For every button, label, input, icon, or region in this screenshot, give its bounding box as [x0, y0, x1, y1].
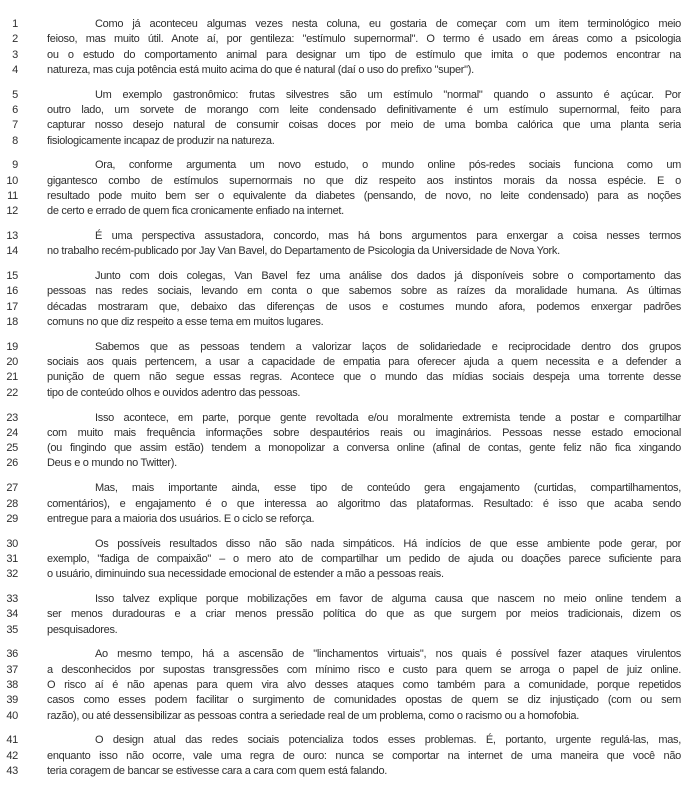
text-line — [6, 693, 681, 708]
line-text: Ao mesmo tempo, há a ascensão de "linchamentos virtuais", nos quais é possível fazer ataques virulentos — [95, 648, 681, 661]
line-number: 42 — [6, 749, 18, 762]
line-text: décadas mostraram que, debaixo das diferenças de usos e costumes mundo afora, podemos enxergar padrões — [47, 300, 681, 313]
paragraph — [6, 733, 681, 779]
text-line — [6, 411, 681, 426]
line-number: 39 — [6, 694, 18, 707]
text-line — [6, 355, 681, 370]
text-line — [6, 733, 681, 748]
line-number: 19 — [6, 340, 18, 353]
document-body — [6, 17, 681, 779]
line-number: 8 — [12, 134, 18, 147]
line-number: 31 — [6, 552, 18, 565]
line-text: razão), ou até dessensibilizar as pessoas contra a seriedade real de um problema, como o racismo ou a homofobia. — [47, 709, 579, 722]
line-number: 36 — [6, 648, 18, 661]
line-number: 6 — [12, 103, 18, 116]
line-number: 40 — [6, 709, 18, 722]
line-text: o usuário, diminuindo sua necessidade emocional de estender a mão a pessoas reais. — [47, 568, 444, 581]
text-line — [6, 623, 681, 638]
line-text: fisiologicamente incapaz de produzir na natureza. — [47, 134, 275, 147]
line-number: 12 — [6, 205, 18, 218]
text-line — [6, 32, 681, 47]
paragraph — [6, 647, 681, 723]
line-number: 3 — [12, 48, 18, 61]
line-text: outro lado, um sorvete de morango com leite condensado definitivamente é um estímulo supernormal, feito para — [47, 103, 681, 116]
line-text: Ora, conforme argumenta um novo estudo, o mundo online pós-redes sociais funciona como um — [95, 159, 681, 172]
line-text: feioso, mas muito útil. Anote aí, por gentileza: "estímulo supernormal". O termo é usado em áreas como a psicologia — [47, 33, 681, 46]
line-text: pesquisadores. — [47, 623, 118, 636]
line-number: 4 — [12, 63, 18, 76]
text-line — [6, 456, 681, 471]
paragraph — [6, 411, 681, 472]
text-line — [6, 441, 681, 456]
line-number: 30 — [6, 537, 18, 550]
text-line — [6, 764, 681, 779]
line-number: 11 — [7, 189, 18, 202]
line-text: punição de quem não segue essas regras. Acontece que o mundo das mídias sociais despeja uma torrente desse — [47, 371, 681, 384]
line-text: Isso acontece, em parte, porque gente revoltada e/ou moralmente extremista tende a postar e compartilhar — [95, 411, 681, 424]
line-number: 9 — [12, 159, 18, 172]
paragraph — [6, 17, 681, 78]
line-number: 1 — [12, 18, 18, 30]
line-text: (ou fingindo que assim estão) tendem a monopolizar a conversa online (afinal de contas, gente feliz não fica xingando — [47, 442, 681, 455]
line-text: natureza, mas cuja potência está muito acima do que é natural (daí o uso do prefixo "super"). — [47, 63, 474, 76]
line-number: 25 — [6, 442, 18, 455]
line-number: 20 — [6, 356, 18, 369]
line-number: 23 — [6, 411, 18, 424]
line-text: Os possíveis resultados disso não são nada simpáticos. Há indícios de que esse ambiente pode gerar, por — [95, 537, 681, 550]
line-text: exemplo, "fadiga de compaixão" – o mero ato de compartilhar um pedido de ajuda ou doações parece suficiente para — [47, 552, 681, 565]
line-number: 7 — [12, 119, 18, 132]
line-number: 2 — [12, 33, 18, 46]
text-line — [6, 512, 681, 527]
text-line — [6, 592, 681, 607]
line-text: Como já aconteceu algumas vezes nesta coluna, eu gostaria de começar com um item terminológico meio — [95, 18, 681, 30]
text-line — [6, 17, 681, 32]
line-number: 35 — [6, 623, 18, 636]
line-text: O design atual das redes sociais potencializa todos esses problemas. É, portanto, urgente regulá-las, mas, — [95, 734, 681, 747]
line-text: Um exemplo gastronômico: frutas silvestres são um estímulo "normal" quando o assunto é açúcar. Por — [95, 88, 681, 101]
line-number: 37 — [6, 663, 18, 676]
line-number: 5 — [12, 88, 18, 101]
line-number: 29 — [6, 512, 18, 525]
line-number: 28 — [6, 497, 18, 510]
line-text: Deus e o mundo no Twitter). — [47, 457, 177, 470]
text-line — [6, 134, 681, 149]
text-line — [6, 340, 681, 355]
text-line — [6, 426, 681, 441]
text-line — [6, 386, 681, 401]
text-line — [6, 284, 681, 299]
line-text: O risco aí é não apenas para quem vira alvo desses ataques como também para a comunidade, porque repetidos — [47, 678, 681, 691]
text-line — [6, 481, 681, 496]
line-number: 34 — [6, 608, 18, 621]
line-number: 27 — [6, 482, 18, 495]
line-number: 21 — [6, 371, 18, 384]
text-line — [6, 189, 681, 204]
text-line — [6, 204, 681, 219]
line-number: 32 — [6, 568, 18, 581]
paragraph — [6, 340, 681, 401]
text-line — [6, 269, 681, 284]
text-line — [6, 497, 681, 512]
line-text: comuns no que diz respeito a esse tema em muitos lugares. — [47, 316, 324, 329]
line-text: de certo e errado de quem fica cronicamente enfiado na internet. — [47, 205, 344, 218]
text-line — [6, 647, 681, 662]
text-line — [6, 709, 681, 724]
line-number: 13 — [6, 230, 18, 243]
paragraph — [6, 229, 681, 260]
line-text: resultado pode muito bem ser o equivalente da diabetes (pensando, de novo, no leite condensado) para as noções — [47, 189, 681, 202]
text-line — [6, 63, 681, 78]
text-line — [6, 158, 681, 173]
line-text: Junto com dois colegas, Van Bavel fez uma análise dos dados já disponíveis sobre o comportamento das — [95, 270, 681, 283]
line-number: 22 — [6, 386, 18, 399]
text-line — [6, 88, 681, 103]
line-number: 17 — [6, 300, 18, 313]
line-number: 26 — [6, 457, 18, 470]
paragraph — [6, 537, 681, 583]
text-line — [6, 567, 681, 582]
line-text: Mas, mais importante ainda, esse tipo de conteúdo gera engajamento (curtidas, compartilhamentos, — [95, 482, 681, 495]
text-line — [6, 315, 681, 330]
line-text: casos como esses podem facilitar o surgimento de comunidades opostas de quem se diz injustiçado (com ou sem — [47, 694, 681, 707]
text-line — [6, 300, 681, 315]
line-text: a desconhecidos por supostas transgressões com mínimo risco e custo para quem se arroga o papel de juiz online. — [47, 663, 681, 676]
line-number: 38 — [6, 678, 18, 691]
line-text: É uma perspectiva assustadora, concordo, mas há bons argumentos para enxergar a coisa nesses termos — [95, 230, 681, 243]
text-line — [6, 749, 681, 764]
line-text: com muito mais frequência informações sobre despautérios reais ou imaginários. Pessoas nesse estado emocional — [47, 426, 681, 439]
line-text: sociais aos quais pertencem, a usar a capacidade de empatia para oferecer ajuda a quem necessita e a defender a — [47, 356, 681, 369]
line-text: entregue para a maioria dos usuários. E o ciclo se reforça. — [47, 512, 315, 525]
paragraph — [6, 481, 681, 527]
line-number: 41 — [6, 734, 18, 747]
line-text: teria coragem de bancar se estivesse cara a cara com quem está falando. — [47, 764, 388, 777]
text-line — [6, 678, 681, 693]
line-text: enquanto isso não ocorre, vale uma regra de ouro: nunca se comportar na internet de uma maneira que você não — [47, 749, 681, 762]
line-number: 16 — [6, 285, 18, 298]
text-line — [6, 174, 681, 189]
text-line — [6, 103, 681, 118]
line-text: gigantesco combo de estímulos supernormais no que diz respeito aos instintos morais da nossa espécie. E o — [47, 174, 681, 187]
text-line — [6, 48, 681, 63]
text-line — [6, 244, 681, 259]
paragraph — [6, 269, 681, 330]
line-text: ou o estudo do comportamento animal para designar um tipo de estímulo que imita o que podemos encontrar na — [47, 48, 681, 61]
line-number: 10 — [6, 174, 18, 187]
line-text: ser menos duradouras e a criar menos pressão política do que as que surgem por meios tradicionais, dizem os — [47, 608, 681, 621]
text-line — [6, 118, 681, 133]
paragraph — [6, 592, 681, 638]
line-text: capturar nosso desejo natural de consumir coisas doces por meio de uma bomba calórica que uma planta seria — [47, 119, 681, 132]
line-number: 24 — [6, 426, 18, 439]
text-line — [6, 552, 681, 567]
line-text: Sabemos que as pessoas tendem a valorizar laços de solidariedade e reciprocidade dentro dos grupos — [95, 340, 681, 353]
line-number: 14 — [6, 245, 18, 258]
paragraph — [6, 158, 681, 219]
line-number: 43 — [6, 764, 18, 777]
text-line — [6, 537, 681, 552]
text-line — [6, 663, 681, 678]
text-line — [6, 370, 681, 385]
text-line — [6, 607, 681, 622]
line-number: 15 — [6, 270, 18, 283]
line-text: pessoas nas redes sociais, levando em conta o que sabemos sobre as raízes da moralidade humana. As últimas — [47, 285, 681, 298]
line-number: 18 — [6, 316, 18, 329]
line-text: no trabalho recém-publicado por Jay Van Bavel, do Departamento de Psicologia da Universidade de Nova York. — [47, 245, 560, 258]
line-number: 33 — [6, 593, 18, 605]
line-text: comentários), e engajamento é o que interessa ao algoritmo das plataformas. Resultado: é isso que acaba sendo — [47, 497, 681, 510]
text-line — [6, 229, 681, 244]
paragraph — [6, 88, 681, 149]
line-text: tipo de conteúdo olhos e ouvidos adentro das pessoas. — [47, 386, 301, 399]
line-text: Isso talvez explique porque mobilizações em favor de alguma causa que nascem no meio online tendem a — [95, 593, 681, 605]
